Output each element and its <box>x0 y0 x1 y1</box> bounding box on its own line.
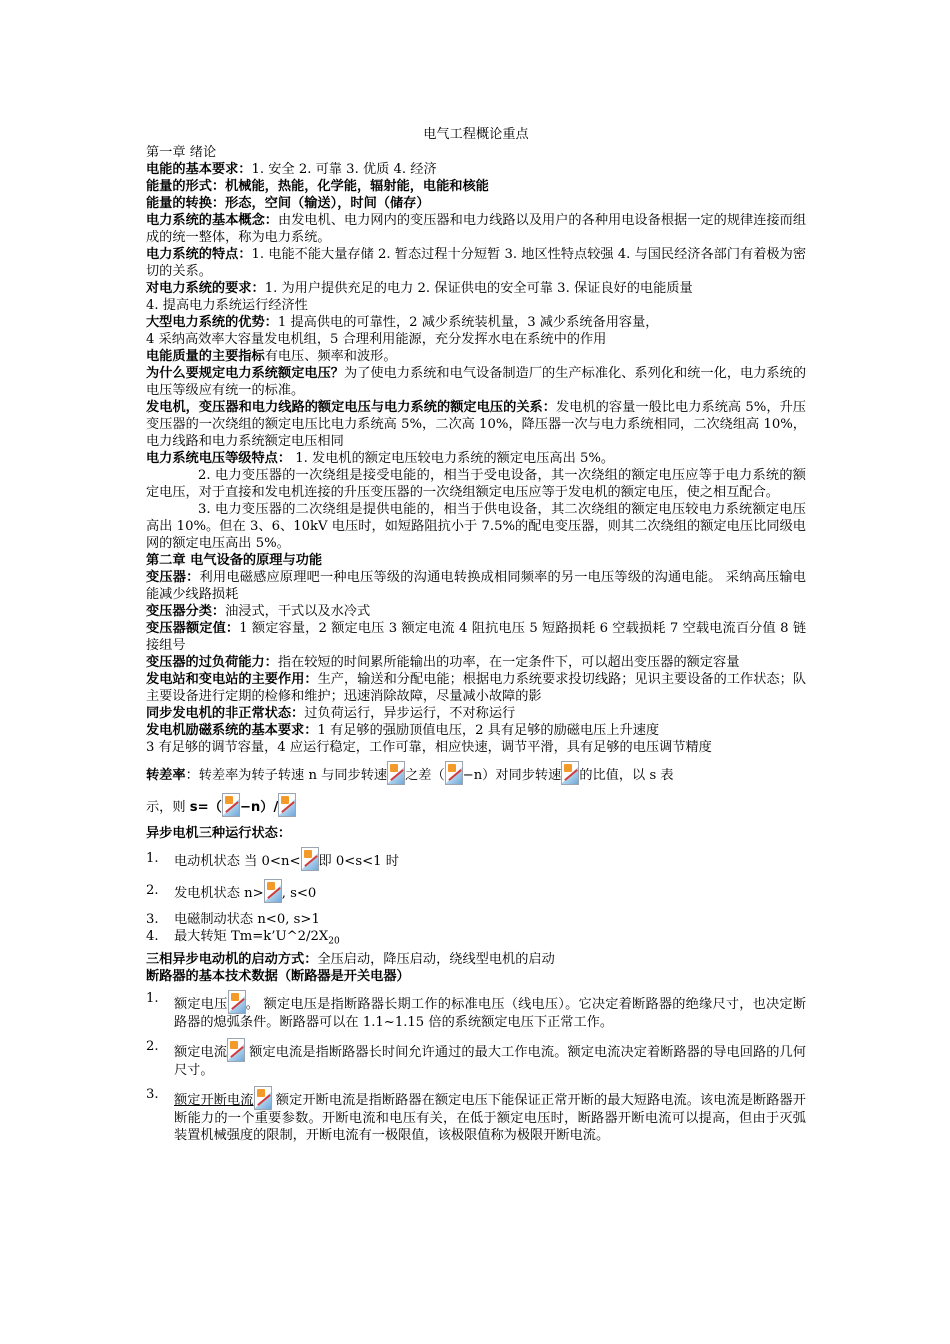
broken-image-icon <box>445 761 463 785</box>
paragraph: 为什么要规定电力系统额定电压？为了使电力系统和电气设备制造厂的生产标准化、系列化和统一化，电力系统的电压等级应有统一的标准。 <box>146 366 807 398</box>
term: 同步发电机的非正常状态： <box>146 706 305 721</box>
paragraph: 变压器：利用电磁感应原理吧一种电压等级的沟通电转换成相同频率的另一电压等级的沟通电能。 采纳高压输电能减少线路损耗 <box>146 570 806 602</box>
term: 电力系统的基本概念： <box>146 213 279 228</box>
term: 转差率 <box>146 768 186 783</box>
list-item: 2. 发电机状态 n> , s<0 <box>146 879 806 906</box>
broken-image-icon <box>278 793 296 817</box>
paragraph: 3. 电力变压器的二次绕组是提供电能的，相当于供电设备，其二次绕组的额定电压较电力系统额定电压高出 10%。但在 3、6、10kV 电压时，如短路阻抗小于 7.5%的配电变压器，则其二次绕组的额定电压比同级电网的额定电压高出 5%。 <box>146 502 806 551</box>
term: 变压器的过负荷能力： <box>146 655 278 670</box>
paragraph: 4. 提高电力系统运行经济性 <box>146 298 308 313</box>
term: 大型电力系统的优势： <box>146 315 278 330</box>
term: 发电机，变压器和电力线路的额定电压与电力系统的额定电压的关系： <box>146 400 556 415</box>
term: 三相异步电动机的启动方式： <box>146 951 318 967</box>
term: 电力系统的特点： <box>146 247 252 262</box>
async-heading: 异步电机三种运行状态： <box>146 826 292 841</box>
paragraph: 2. 电力变压器的一次绕组是接受电能的，相当于受电设备，其一次绕组的额定电压应等于电力系统的额定电压，对于直接和发电机连接的升压变压器的一次绕组额定电压应等于发电机的额定电压，使之相互配合。 <box>146 468 806 500</box>
chapter-2-heading: 第二章 电气设备的原理与功能 <box>146 553 323 568</box>
paragraph: 大型电力系统的优势：1 提高供电的可靠性，2 减少系统装机量，3 减少系统备用容量， <box>146 315 659 330</box>
term: 变压器分类： <box>146 604 226 619</box>
broken-image-icon <box>254 1086 272 1110</box>
term: 发电机励磁系统的基本要求： <box>146 723 318 738</box>
paragraph: 三相异步电动机的启动方式：全压启动，降压启动，绕线型电机的启动 <box>146 951 555 967</box>
term: 为什么要规定电力系统额定电压？ <box>146 366 345 381</box>
broken-image-icon <box>227 1038 245 1062</box>
slip-formula: 示，则 s=（ −n）/ <box>146 793 806 820</box>
paragraph: 电力系统电压等级特点： 1. 发电机的额定电压较电力系统的额定电压高出 5%。 <box>146 451 615 466</box>
chapter-1-heading: 第一章 绪论 <box>146 145 217 160</box>
list-item: 3. 额定开断电流 额定开断电流是指断路器在额定电压下能保证正常开断的最大短路电流。该电流是断路器开断能力的一个重要参数。开断电流和电压有关，在低于额定电压时，断路器开断电流可以提高，但由于灭弧装置机械强度的限制，开断电流有一极限值，该极限值称为极限开断电流。 <box>146 1086 806 1143</box>
broken-image-icon <box>301 847 319 871</box>
term: 发电站和变电站的主要作用： <box>146 672 318 687</box>
document-title: 电气工程概论重点 <box>423 127 529 142</box>
list-item: 4. 最大转矩 $Tm=k’U\^{}2/2X_{20}$ <box>146 929 340 947</box>
list-item: 2. 额定电流 额定电流是指断路器长时间允许通过的最大工作电流。额定电流决定着断路器的导电回路的几何尺寸。 <box>146 1038 806 1078</box>
paragraph: 电能的基本要求：1. 安全 2. 可靠 3. 优质 4. 经济 <box>146 162 437 177</box>
paragraph: 能量的转换：形态，空间（输送），时间（储存） <box>146 196 430 211</box>
paragraph: 发电机，变压器和电力线路的额定电压与电力系统的额定电压的关系：发电机的容量一般比电力系统高 5%，升压变压器的一次绕组的额定电压比电力系统高 5%，二次高 10%，降压器一次与电力系统相同，二次绕组高 10%，电力线路和电力系统额定电压相同 <box>146 400 806 449</box>
paragraph: 发电站和变电站的主要作用：生产，输送和分配电能；根据电力系统要求投切线路；见识主要设备的工作状态；队主要设备进行定期的检修和维护；迅速消除故障，尽量减小故障的影 <box>146 672 807 704</box>
paragraph: 能量的形式：机械能，热能，化学能，辐射能，电能和核能 <box>146 179 489 194</box>
term: 变压器额定值： <box>146 621 240 636</box>
paragraph: 变压器额定值：1 额定容量，2 额定电压 3 额定电流 4 阻抗电压 5 短路损耗 6 空载损耗 7 空载电流百分值 8 链接组号 <box>146 621 807 653</box>
document-page <box>146 126 806 1144</box>
paragraph: 发电机励磁系统的基本要求：1 有足够的强励顶值电压，2 具有足够的励磁电压上升速度 <box>146 723 660 738</box>
term: 对电力系统的要求： <box>146 281 265 296</box>
paragraph: 对电力系统的要求：1. 为用户提供充足的电力 2. 保证供电的安全可靠 3. 保证良好的电能质量 <box>146 281 693 296</box>
paragraph: 电力系统的特点：1. 电能不能大量存储 2. 暂态过程十分短暂 3. 地区性特点较强 4. 与国民经济各部门有着极为密切的关系。 <box>146 247 807 279</box>
term: 电能的基本要求： <box>146 162 252 177</box>
broken-image-icon <box>387 761 405 785</box>
broken-image-icon <box>561 761 579 785</box>
broken-image-icon <box>222 793 240 817</box>
list-item: 1. 电动机状态 当 0<n< 即 0<s<1 时 <box>146 847 806 874</box>
slip-paragraph: 转差率：转差率为转子转速 n 与同步转速 之差（ −n）对同步转速 的比值，以 s 表 <box>146 761 806 788</box>
list-item: 1. 额定电压 。 额定电压是指断路器长期工作的标准电压（线电压）。它决定着断路器的绝缘尺寸，也决定断路器的熄弧条件。断路器可以在 1.1~1.15 倍的系统额定电压下正常工作。 <box>146 990 807 1030</box>
term: 电力系统电压等级特点： <box>146 451 292 466</box>
term: 变压器： <box>146 570 200 585</box>
term: 电能质量的主要指标 <box>146 349 265 364</box>
paragraph: 4 采纳高效率大容量发电机组，5 合理利用能源，充分发挥水电在系统中的作用 <box>146 332 607 347</box>
paragraph: 同步发电机的非正常状态：过负荷运行，异步运行，不对称运行 <box>146 706 516 721</box>
paragraph: 电能质量的主要指标有电压、频率和波形。 <box>146 349 397 364</box>
paragraph: 变压器分类：油浸式，干式以及水冷式 <box>146 604 371 619</box>
paragraph: 电力系统的基本概念：由发电机、电力网内的变压器和电力线路以及用户的各种用电设备根据一定的规律连接而组成的统一整体，称为电力系统。 <box>146 213 807 245</box>
broken-image-icon <box>228 990 246 1014</box>
broken-image-icon <box>264 879 282 903</box>
paragraph: 变压器的过负荷能力：指在较短的时间累所能输出的功率，在一定条件下，可以超出变压器的额定容量 <box>146 655 740 670</box>
breaker-heading: 断路器的基本技术数据（断路器是开关电器） <box>146 968 410 984</box>
list-item: 3. 电磁制动状态 n<0, s>1 <box>146 912 320 927</box>
paragraph: 3 有足够的调节容量，4 应运行稳定，工作可靠，相应快速，调节平滑，具有足够的电压调节精度 <box>146 740 712 755</box>
